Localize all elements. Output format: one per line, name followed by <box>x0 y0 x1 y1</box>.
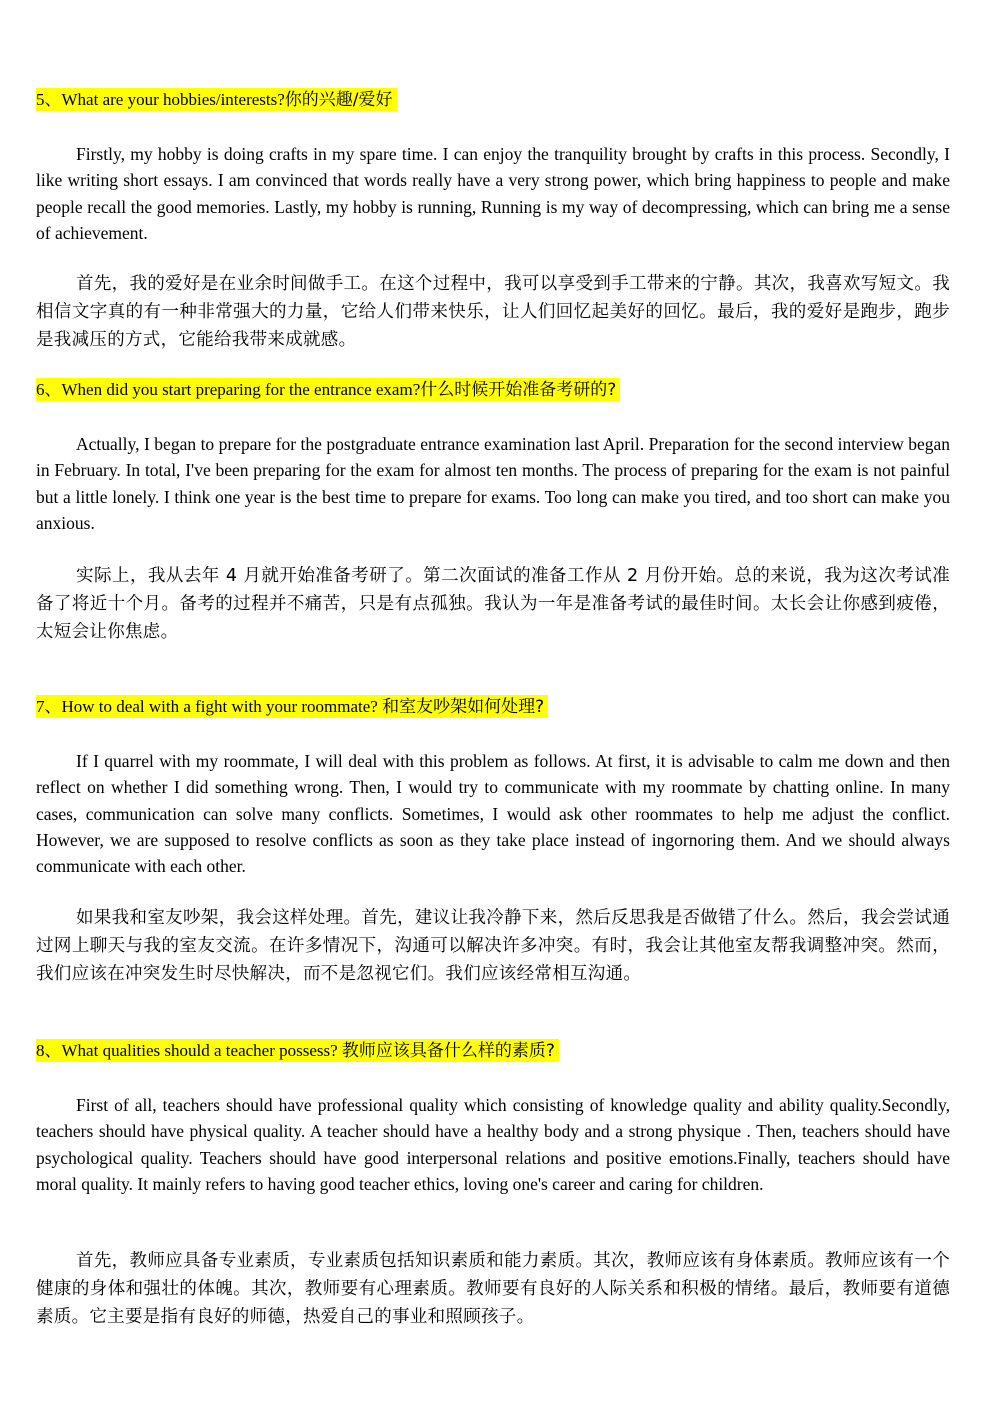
question-highlight <box>36 88 397 111</box>
question-7-zh: 和室友吵架如何处理? <box>382 697 545 717</box>
question-8-heading <box>36 1039 559 1063</box>
question-8-en: 8、What qualities should a teacher possess? <box>36 1041 338 1060</box>
question-5-zh: 你的兴趣/爱好 <box>284 90 393 110</box>
answer-8-zh: 首先，教师应具备专业素质，专业素质包括知识素质和能力素质。其次，教师应该有身体素质。教师应该有一个健康的身体和强壮的体魄。其次，教师要有心理素质。教师要有良好的人际关系和积极的情绪。最后，教师要有道德素质。它主要是指有良好的师德，热爱自己的事业和照顾孩子。 <box>36 1251 950 1327</box>
question-7-heading <box>36 695 548 719</box>
answer-8-en: First of all, teachers should have professional quality which consisting of knowledge quality and ability quality.Secondly, teachers should have physical quality. A teacher should have a healthy body and a strong physique . Then, teachers should have psychological quality. Teachers should have good interpersonal relations and positive emotions.Finally, teachers should have moral quality. It mainly refers to having good teacher ethics, loving one's career and caring for children. <box>36 1095 950 1194</box>
question-highlight <box>36 695 548 718</box>
question-6-zh: 什么时候开始准备考研的? <box>420 380 617 400</box>
question-8-zh: 教师应该具备什么样的素质? <box>341 1041 555 1061</box>
answer-6-zh: 实际上，我从去年 4 月就开始准备考研了。第二次面试的准备工作从 2 月份开始。总的来说，我为这次考试准备了将近十个月。备考的过程并不痛苦，只是有点孤独。我认为一年是准备考试的最佳时间。太长会让你感到疲倦，太短会让你焦虑。 <box>36 566 950 642</box>
question-5-heading <box>36 88 397 112</box>
answer-6-en: Actually, I began to prepare for the postgraduate entrance examination last April. Preparation for the second interview began in February. In total, I've been preparing for the exam for almost ten months. The process of preparing for the exam is not painful but a little lonely. I think one year is the best time to prepare for exams. Too long can make you tired, and too short can make you anxious. <box>36 434 950 533</box>
question-6-heading <box>36 378 620 402</box>
question-6-en: 6、When did you start preparing for the entrance exam? <box>36 380 421 399</box>
question-5-en: 5、What are your hobbies/interests? <box>36 90 285 109</box>
question-7-en: 7、How to deal with a fight with your roommate? <box>36 697 378 716</box>
answer-7-en: If I quarrel with my roommate, I will deal with this problem as follows. At first, it is advisable to calm me down and then reflect on whether I did something wrong. Then, I would try to communicate with my roommate by chatting online. In many cases, communication can solve many conflicts. Sometimes, I would ask other roommates to help me adjust the conflict. However, we are supposed to resolve conflicts as soon as they take place instead of ingornoring them. And we should always communicate with each other. <box>36 751 950 877</box>
answer-5-en: Firstly, my hobby is doing crafts in my spare time. I can enjoy the tranquility brought by crafts in this process. Secondly, I like writing short essays. I am convinced that words really have a very strong power, which bring happiness to people and make people recall the good memories. Lastly, my hobby is running, Running is my way of decompressing, which can bring me a sense of achievement. <box>36 144 950 243</box>
answer-7-zh: 如果我和室友吵架，我会这样处理。首先，建议让我冷静下来，然后反思我是否做错了什么。然后，我会尝试通过网上聊天与我的室友交流。在许多情况下，沟通可以解决许多冲突。有时，我会让其他室友帮我调整冲突。然而，我们应该在冲突发生时尽快解决，而不是忽视它们。我们应该经常相互沟通。 <box>36 908 950 984</box>
answer-5-zh: 首先，我的爱好是在业余时间做手工。在这个过程中，我可以享受到手工带来的宁静。其次，我喜欢写短文。我相信文字真的有一种非常强大的力量，它给人们带来快乐，让人们回忆起美好的回忆。最后，我的爱好是跑步，跑步是我减压的方式，它能给我带来成就感。 <box>36 274 950 350</box>
question-highlight <box>36 378 620 401</box>
question-highlight <box>36 1039 559 1062</box>
